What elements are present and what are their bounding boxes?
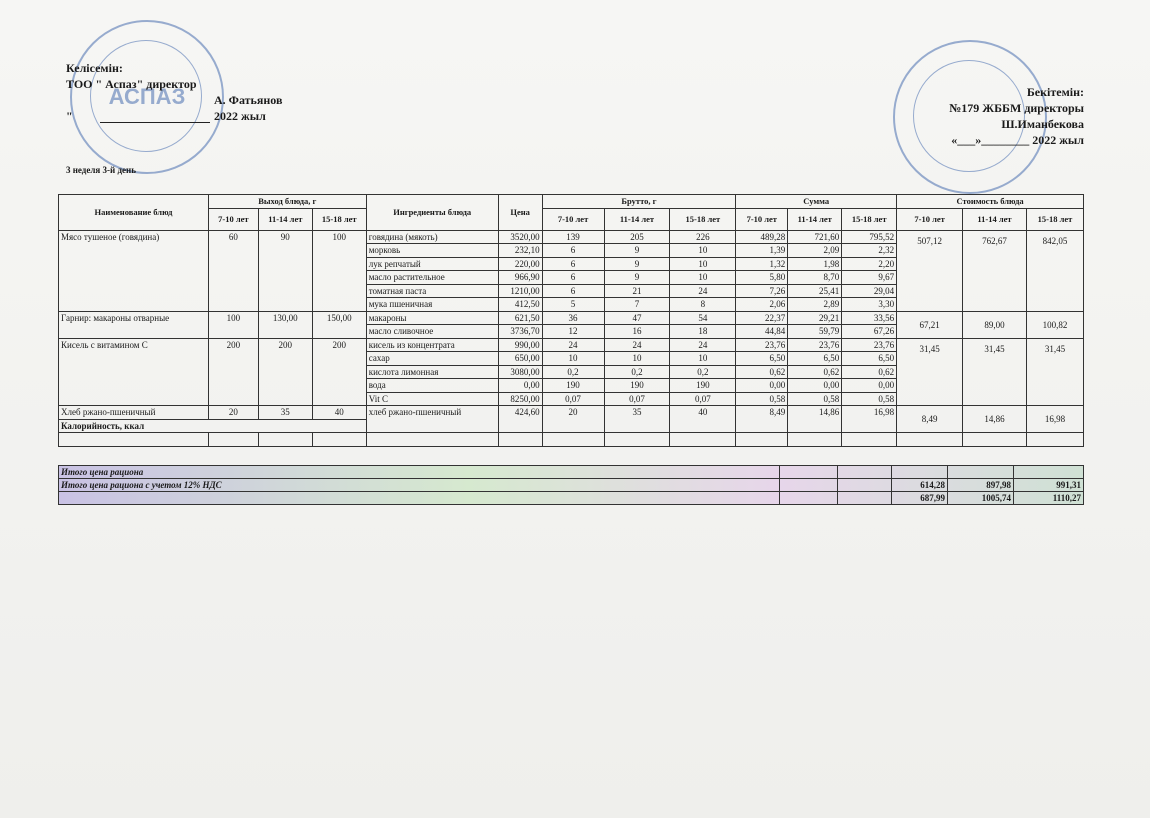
price-cell: 8250,00 (498, 392, 542, 406)
sum-cell: 2,32 (842, 244, 897, 258)
brutto-cell: 24 (670, 338, 736, 352)
price-cell: 1210,00 (498, 284, 542, 298)
approval-right-block (824, 84, 1084, 148)
sum-cell: 1,98 (788, 257, 842, 271)
age-col: 7-10 лет (736, 208, 788, 230)
dish-name: Гарнир: макароны отварные (59, 311, 209, 338)
cost-cell: 14,86 (963, 406, 1027, 433)
sum-cell: 2,09 (788, 244, 842, 258)
cost-cell: 842,05 (1026, 230, 1083, 311)
brutto-cell: 0,07 (542, 392, 604, 406)
sum-cell: 44,84 (736, 325, 788, 339)
calories-label: Калорийность, ккал (59, 419, 367, 433)
output-cell: 130,00 (258, 311, 312, 338)
ingredient-cell: Vit C (366, 392, 498, 406)
brutto-cell: 0,07 (670, 392, 736, 406)
price-cell: 232,10 (498, 244, 542, 258)
sum-cell: 0,62 (736, 365, 788, 379)
brutto-cell: 20 (542, 406, 604, 433)
price-cell: 3520,00 (498, 230, 542, 244)
company-director-label: ТОО " Аспаз" директор (66, 77, 197, 91)
sum-cell: 3,30 (842, 298, 897, 312)
ingredient-cell: кисель из концентрата (366, 338, 498, 352)
header-cost: Стоимость блюда (897, 195, 1084, 209)
agree-label: Келісемін: (66, 61, 123, 75)
brutto-cell: 7 (604, 298, 670, 312)
brutto-cell: 24 (670, 284, 736, 298)
header-dish-name: Наименование блюд (59, 195, 209, 231)
sum-cell: 22,37 (736, 311, 788, 325)
price-cell: 412,50 (498, 298, 542, 312)
brutto-cell: 190 (604, 379, 670, 393)
menu-table (58, 194, 1084, 447)
brutto-cell: 10 (670, 352, 736, 366)
ingredient-cell: морковь (366, 244, 498, 258)
sum-cell: 29,04 (842, 284, 897, 298)
table-row (59, 311, 1084, 325)
cost-cell: 89,00 (963, 311, 1027, 338)
brutto-cell: 190 (670, 379, 736, 393)
brutto-cell: 35 (604, 406, 670, 433)
brutto-cell: 0,2 (542, 365, 604, 379)
dish-name: Хлеб ржано-пшеничный (59, 406, 209, 420)
brutto-cell: 6 (542, 271, 604, 285)
ingredient-cell: говядина (мякоть) (366, 230, 498, 244)
total-vat-values-row (59, 492, 1084, 505)
dish-name: Мясо тушеное (говядина) (59, 230, 209, 311)
brutto-cell: 10 (670, 271, 736, 285)
sum-cell: 489,28 (736, 230, 788, 244)
stamp-logo-text: АСПАЗ (108, 84, 186, 109)
age-col: 7-10 лет (897, 208, 963, 230)
cost-cell: 762,67 (963, 230, 1027, 311)
brutto-cell: 18 (670, 325, 736, 339)
cost-cell: 8,49 (897, 406, 963, 433)
cost-cell: 31,45 (1026, 338, 1083, 406)
sum-cell: 25,41 (788, 284, 842, 298)
brutto-cell: 10 (542, 352, 604, 366)
sum-cell: 23,76 (842, 338, 897, 352)
sum-cell: 1,39 (736, 244, 788, 258)
cost-cell: 31,45 (897, 338, 963, 406)
signature (100, 108, 210, 123)
brutto-cell: 9 (604, 244, 670, 258)
brutto-cell: 9 (604, 257, 670, 271)
sum-cell: 0,58 (842, 392, 897, 406)
empty-row (59, 433, 1084, 447)
age-col: 7-10 лет (208, 208, 258, 230)
school-director-label: №179 ЖББМ директоры (949, 101, 1084, 115)
brutto-cell: 16 (604, 325, 670, 339)
brutto-cell: 10 (670, 244, 736, 258)
ingredient-cell: томатная паста (366, 284, 498, 298)
header-output: Выход блюда, г (208, 195, 366, 209)
price-cell: 621,50 (498, 311, 542, 325)
ingredient-cell: мука пшеничная (366, 298, 498, 312)
price-cell: 990,00 (498, 338, 542, 352)
sum-cell: 0,00 (788, 379, 842, 393)
sum-cell: 59,79 (788, 325, 842, 339)
cost-cell: 100,82 (1026, 311, 1083, 338)
table-row (59, 230, 1084, 244)
brutto-cell: 0,07 (604, 392, 670, 406)
ingredient-cell: масло растительное (366, 271, 498, 285)
approve-date: «___»________ 2022 жыл (951, 133, 1084, 147)
sum-cell: 9,67 (842, 271, 897, 285)
cost-cell: 16,98 (1026, 406, 1083, 433)
total-vat-row (59, 479, 1084, 492)
output-cell: 150,00 (312, 311, 366, 338)
sum-cell: 67,26 (842, 325, 897, 339)
total-label: Итого цена рациона (59, 466, 780, 479)
sum-cell: 0,00 (842, 379, 897, 393)
sum-cell: 0,58 (736, 392, 788, 406)
output-cell: 90 (258, 230, 312, 311)
total-value: 614,28 (892, 479, 948, 492)
brutto-cell: 36 (542, 311, 604, 325)
price-cell: 3080,00 (498, 365, 542, 379)
sum-cell: 6,50 (788, 352, 842, 366)
price-cell: 220,00 (498, 257, 542, 271)
dish-name: Кисель с витамином С (59, 338, 209, 406)
brutto-cell: 10 (604, 352, 670, 366)
sum-cell: 0,62 (842, 365, 897, 379)
sum-cell: 721,60 (788, 230, 842, 244)
table-row (59, 338, 1084, 352)
sum-cell: 0,62 (788, 365, 842, 379)
year-label: 2022 жыл (214, 109, 266, 123)
brutto-cell: 5 (542, 298, 604, 312)
output-cell: 35 (258, 406, 312, 420)
price-cell: 3736,70 (498, 325, 542, 339)
brutto-cell: 10 (670, 257, 736, 271)
brutto-cell: 54 (670, 311, 736, 325)
sum-cell: 1,32 (736, 257, 788, 271)
brutto-cell: 12 (542, 325, 604, 339)
approve-label: Бекітемін: (1026, 85, 1084, 99)
sum-cell: 23,76 (788, 338, 842, 352)
sum-cell: 16,98 (842, 406, 897, 433)
output-cell: 20 (208, 406, 258, 420)
cost-cell: 67,21 (897, 311, 963, 338)
price-cell: 650,00 (498, 352, 542, 366)
header-brutto: Брутто, г (542, 195, 736, 209)
brutto-cell: 21 (604, 284, 670, 298)
age-col: 11-14 лет (963, 208, 1027, 230)
brutto-cell: 226 (670, 230, 736, 244)
price-cell: 0,00 (498, 379, 542, 393)
sum-cell: 0,58 (788, 392, 842, 406)
sum-cell: 23,76 (736, 338, 788, 352)
totals-table (58, 465, 1084, 505)
total-vat-value: 1110,27 (1014, 492, 1084, 505)
output-cell: 100 (208, 311, 258, 338)
brutto-cell: 0,2 (604, 365, 670, 379)
ingredient-cell: вода (366, 379, 498, 393)
ingredient-cell: кислота лимонная (366, 365, 498, 379)
sum-cell: 2,06 (736, 298, 788, 312)
brutto-cell: 6 (542, 284, 604, 298)
cost-cell: 31,45 (963, 338, 1027, 406)
school-director-name: Ш.Иманбекова (1001, 117, 1084, 131)
header-sum: Сумма (736, 195, 897, 209)
output-cell: 40 (312, 406, 366, 420)
brutto-cell: 190 (542, 379, 604, 393)
sum-cell: 795,52 (842, 230, 897, 244)
age-col: 11-14 лет (258, 208, 312, 230)
price-cell: 424,60 (498, 406, 542, 433)
total-vat-value: 1005,74 (948, 492, 1014, 505)
brutto-cell: 9 (604, 271, 670, 285)
total-row (59, 466, 1084, 479)
ingredient-cell: лук репчатый (366, 257, 498, 271)
sum-cell: 5,80 (736, 271, 788, 285)
brutto-cell: 6 (542, 257, 604, 271)
age-col: 11-14 лет (788, 208, 842, 230)
sum-cell: 2,89 (788, 298, 842, 312)
price-cell: 966,90 (498, 271, 542, 285)
age-col: 11-14 лет (604, 208, 670, 230)
sum-cell: 6,50 (842, 352, 897, 366)
ingredient-cell: макароны (366, 311, 498, 325)
sum-cell: 33,56 (842, 311, 897, 325)
brutto-cell: 24 (604, 338, 670, 352)
table-row (59, 406, 1084, 420)
total-value: 991,31 (1014, 479, 1084, 492)
cost-cell: 507,12 (897, 230, 963, 311)
age-col: 15-18 лет (842, 208, 897, 230)
output-cell: 200 (258, 338, 312, 406)
age-col: 15-18 лет (312, 208, 366, 230)
brutto-cell: 139 (542, 230, 604, 244)
brutto-cell: 6 (542, 244, 604, 258)
output-cell: 60 (208, 230, 258, 311)
sum-cell: 6,50 (736, 352, 788, 366)
brutto-cell: 24 (542, 338, 604, 352)
ingredient-cell: масло сливочное (366, 325, 498, 339)
header-price: Цена (498, 195, 542, 231)
brutto-cell: 40 (670, 406, 736, 433)
ingredient-cell: хлеб ржано-пшеничный (366, 406, 498, 433)
age-col: 7-10 лет (542, 208, 604, 230)
output-cell: 100 (312, 230, 366, 311)
brutto-cell: 8 (670, 298, 736, 312)
sum-cell: 14,86 (788, 406, 842, 433)
sum-cell: 8,49 (736, 406, 788, 433)
total-value: 897,98 (948, 479, 1014, 492)
ingredient-cell: сахар (366, 352, 498, 366)
total-vat-value: 687,99 (892, 492, 948, 505)
sum-cell: 2,20 (842, 257, 897, 271)
sum-cell: 7,26 (736, 284, 788, 298)
date-quote: " (66, 109, 73, 123)
sum-cell: 29,21 (788, 311, 842, 325)
sum-cell: 8,70 (788, 271, 842, 285)
total-vat-label: Итого цена рациона с учетом 12% НДС (59, 479, 780, 492)
brutto-cell: 205 (604, 230, 670, 244)
header-ingredients: Ингредиенты блюда (366, 195, 498, 231)
week-label: 3 неделя 3-й день (66, 165, 136, 175)
output-cell: 200 (312, 338, 366, 406)
brutto-cell: 0,2 (670, 365, 736, 379)
director-name: А. Фатьянов (214, 93, 283, 107)
age-col: 15-18 лет (670, 208, 736, 230)
sum-cell: 0,00 (736, 379, 788, 393)
age-col: 15-18 лет (1026, 208, 1083, 230)
brutto-cell: 47 (604, 311, 670, 325)
output-cell: 200 (208, 338, 258, 406)
